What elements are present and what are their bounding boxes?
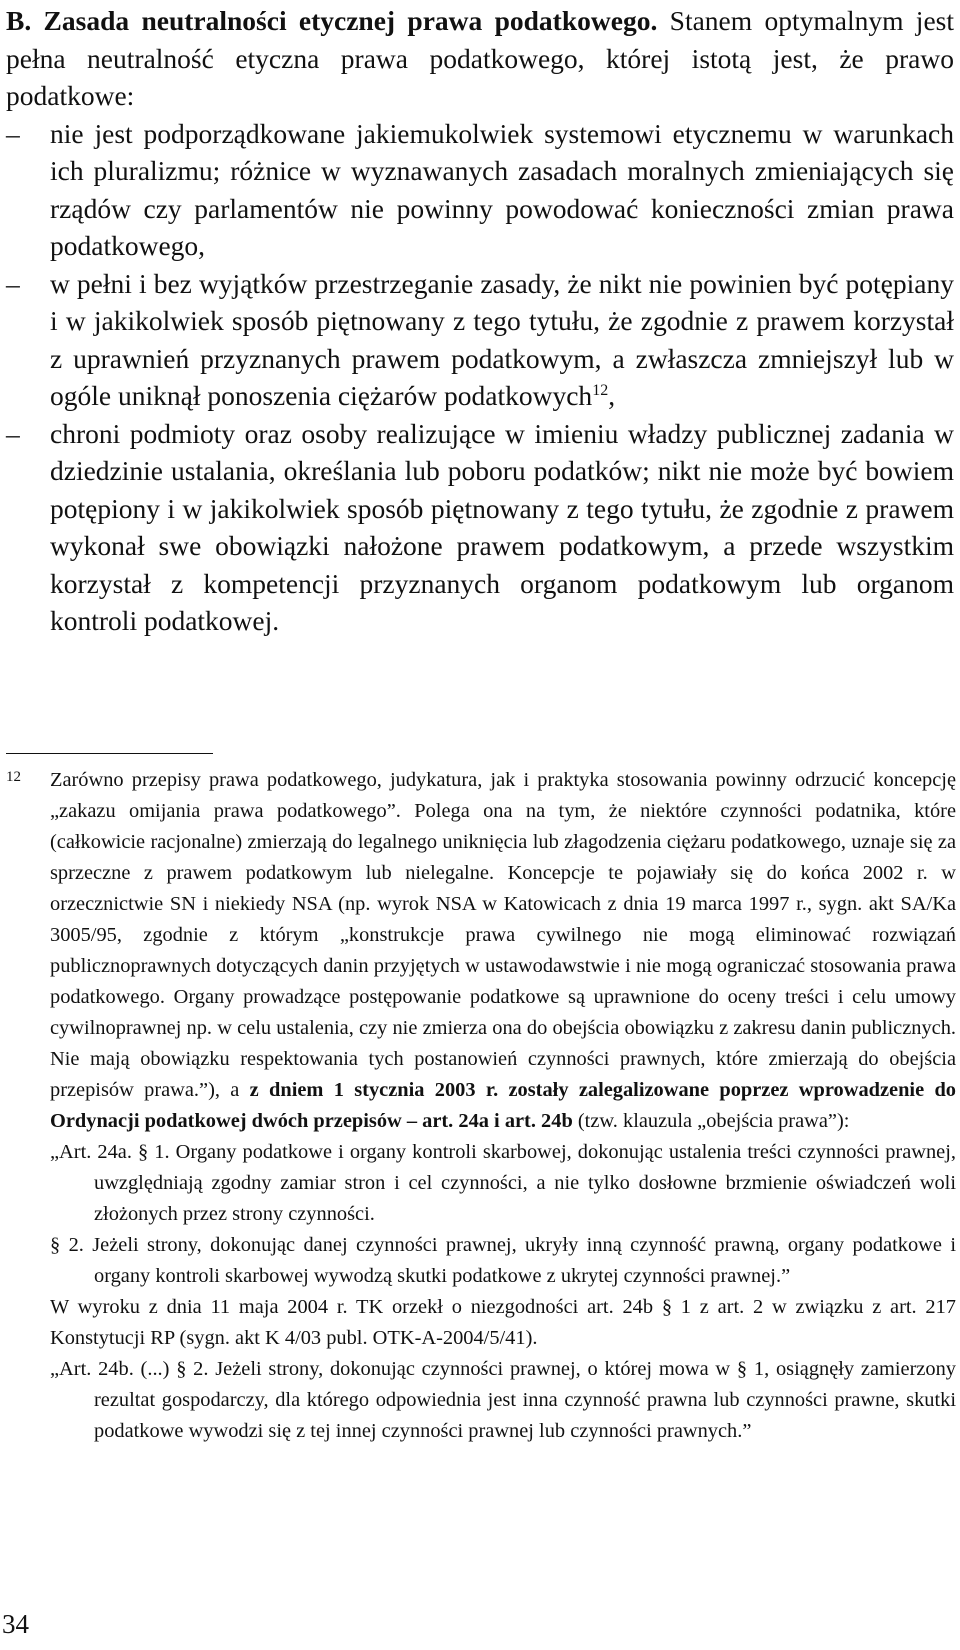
list-item-text: nie jest podporządkowane jakiemukolwiek systemowi etycznemu w warunkach ich pluralizmu; różnice w wyznawanych zasadach moralnych zmieniających się rządów czy parlamentów nie powinny powodować konieczności zmian prawa podatkowego, [50, 117, 954, 261]
footnote-reference[interactable]: 12 [592, 382, 609, 399]
footnote-text-tail: (tzw. klauzula „obejścia prawa”): [577, 1110, 850, 1132]
dash-bullet: – [6, 117, 20, 149]
footnote-bold-text: z dniem 1 stycznia 2003 r. zostały zalegalizowane poprzez wprowadzenie do Ordynacji podatkowej dwóch przepisów – art. 24a i art. 24b [50, 1079, 956, 1132]
list-item [6, 115, 954, 265]
dash-bullet: – [6, 417, 20, 449]
section-heading: B. Zasada neutralności etycznej prawa podatkowego. [6, 5, 658, 36]
quoted-article-24b: „Art. 24b. (...) § 2. Jeżeli strony, dokonując czynności prawnej, o której mowa w § 1, osiągnęły zamierzony rezultat gospodarczy, dla którego odpowiednia jest inna czynność prawna lub czynności prawne, skutki podatkowe wywodzi się z tej innej czynności prawnej lub czynności prawnych.” [50, 1358, 956, 1442]
footnote [6, 765, 956, 1447]
section-intro [6, 2, 954, 115]
quoted-article-24a-par1: „Art. 24a. § 1. Organy podatkowe i organy kontroli skarbowej, dokonując ustalenia treści czynności prawnej, uwzględniają zgodny zamiar stron i cel czynności, a nie tylko dosłowne brzmienie oświadczeń woli złożonych przez strony czynności. [50, 1141, 956, 1225]
dash-bullet: – [6, 267, 20, 299]
list-item-text: w pełni i bez wyjątków przestrzeganie zasady, że nikt nie powinien być potępiany i w jakikolwiek sposób piętnowany z tego tytułu, że zgodnie z prawem korzystał z uprawnień przyznanych prawem podatkowym, a zwłaszcza zmniejszył lub w ogóle uniknął ponoszenia ciężarów podatkowych [50, 267, 954, 411]
main-text [6, 2, 954, 640]
quoted-article-24a-par2: § 2. Jeżeli strony, dokonując danej czynności prawnej, ukryły inną czynność prawną, organy podatkowe i organy kontroli skarbowej wywodzą skutki podatkowe z ukrytej czynności prawnej.” [50, 1234, 956, 1287]
intro-text: Stanem optymalnym jest pełna neutralność etyczna prawa podatkowego, której istotą jest, że prawo podatkowe: [6, 5, 954, 111]
list-item-punctuation: , [608, 380, 616, 411]
list-item [6, 265, 954, 415]
page-number: 34 [2, 1609, 29, 1639]
footnote-separator [6, 753, 213, 754]
footnote-body [50, 765, 956, 1447]
list-item [6, 415, 954, 640]
footnote-paragraph [50, 765, 956, 1137]
list-item-text: chroni podmioty oraz osoby realizujące w imieniu władzy publicznej zadania w dziedzinie ustalania, określania lub poboru podatków; nikt nie może być bowiem potępiony i w jakikolwiek sposób piętnowany z tego tytułu, że zgodnie z prawem wykonał swe obowiązki nałożone prawem podatkowym, a przede wszystkim korzystał z kompetencji przyznanych organom podatkowym lub organom kontroli podatkowej. [50, 417, 954, 636]
judgment-paragraph: W wyroku z dnia 11 maja 2004 r. TK orzekł o niezgodności art. 24b § 1 z art. 2 w związku z art. 217 Konstytucji RP (sygn. akt K 4/03 publ. OTK-A-2004/5/41). [50, 1296, 956, 1349]
footnote-number: 12 [6, 769, 21, 785]
dash-list [6, 115, 954, 640]
footnote-text: Zarówno przepisy prawa podatkowego, judykatura, jak i praktyka stosowania powinny odrzucić koncepcję „zakazu omijania prawa podatkowego”. Polega ona na tym, że niektóre czynności podatnika, które (całkowicie racjonalne) zmierzają do legalnego uniknięcia lub złagodzenia ciężaru podatkowego, uznaje się za sprzeczne z prawem podatkowym lub nielegalne. Koncepcje te pojawiały się do końca 2002 r. w orzecznictwie SN i niekiedy NSA (np. wyrok NSA w Katowicach z dnia 19 marca 1997 r., sygn. akt SA/Ka 3005/95, zgodnie z którym „konstrukcje prawa cywilnego nie mogą eliminować rozwiązań publicznoprawnych dotyczących danin przyjętych w ustawodawstwie i nie mogą ograniczać stosowania prawa podatkowego. Organy prowadzące postępowanie podatkowe są uprawnione do oceny treści i celu umowy cywilnoprawnej np. w celu ustalenia, czy nie zmierza ona do obejścia obowiązku z zakresu danin publicznych. Nie mają obowiązku respektowania tych postanowień czynności prawnych, które zmierzają do obejścia przepisów prawa.”), a [50, 769, 956, 1101]
